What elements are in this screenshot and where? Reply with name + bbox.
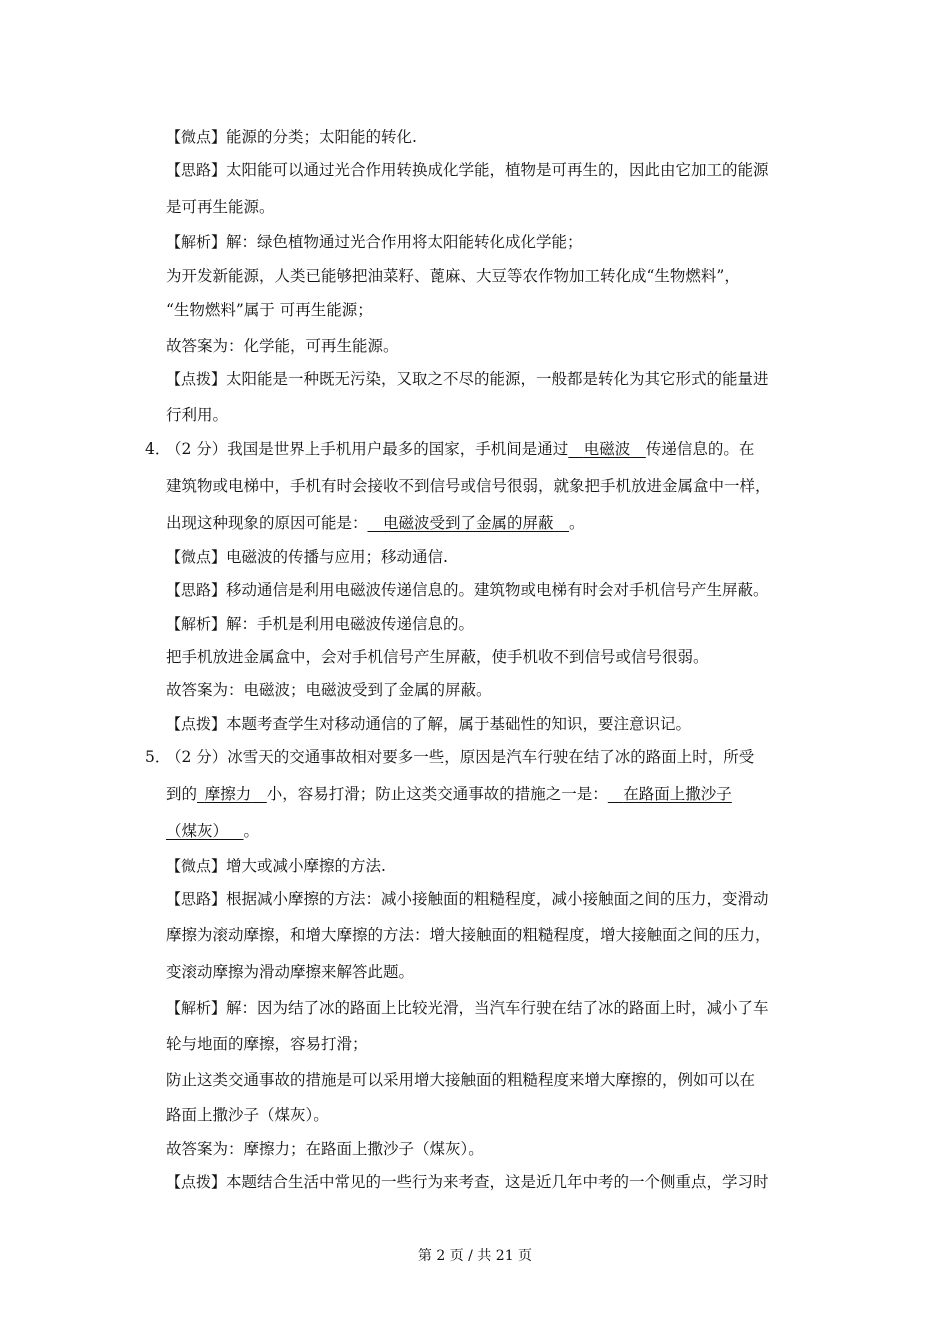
idea-text: 移动通信是利用电磁波传递信息的。建筑物或电梯有时会对手机信号产生屏蔽。 <box>226 581 769 599</box>
q5-point-line <box>166 856 386 876</box>
q3-tip-line-2: 行利用。 <box>166 406 229 424</box>
q4-stem-line-1 <box>166 439 754 459</box>
q3-point-line <box>166 127 417 147</box>
analysis-tag: 【解析】 <box>166 999 227 1017</box>
q5-idea-line-3: 变滚动摩擦为滑动摩擦来解答此题。 <box>166 963 415 981</box>
q4-stem-text: 。 <box>569 514 585 532</box>
q3-analysis-line-2: 为开发新能源，人类已能够把油菜籽、蓖麻、大豆等农作物加工转化成“生物燃料”， <box>166 267 740 285</box>
analysis-text: 解：手机是利用电磁波传递信息的。 <box>226 615 475 633</box>
q5-analysis-line-4: 路面上撒沙子（煤灰）。 <box>166 1106 329 1124</box>
q5-stem-line-3 <box>166 821 259 841</box>
point-tag: 【微点】 <box>166 128 227 146</box>
q5-stem-text: 小，容易打滑；防止这类交通事故的措施之一是： <box>266 785 608 803</box>
q4-stem-line-2: 建筑物或电梯中，手机有时会接收不到信号或信号很弱，就象把手机放进金属盒中一样， <box>166 477 771 495</box>
q4-point-line <box>166 547 448 567</box>
q4-idea-line <box>166 580 769 600</box>
q5-stem-text: 到的 <box>166 785 198 803</box>
q5-idea-line-1 <box>166 889 769 909</box>
analysis-tag: 【解析】 <box>166 233 227 251</box>
point-text: 增大或减小摩擦的方法. <box>226 857 386 875</box>
q5-analysis-line-3: 防止这类交通事故的措施是可以采用增大接触面的粗糙程度来增大摩擦的，例如可以在 <box>166 1071 756 1089</box>
tip-text: 本题结合生活中常见的一些行为来考查，这是近几年中考的一个侧重点，学习时 <box>226 1173 769 1191</box>
q4-answer-blank-2 <box>368 514 570 532</box>
q4-number: 4． <box>145 440 171 458</box>
q5-analysis-line-2: 轮与地面的摩擦，容易打滑； <box>166 1035 368 1053</box>
tip-tag: 【点拨】 <box>166 370 227 388</box>
tip-text: 本题考查学生对移动通信的了解，属于基础性的知识，要注意识记。 <box>226 715 692 733</box>
q5-analysis-line-1 <box>166 998 769 1018</box>
q5-answer-blank-2b <box>166 822 244 840</box>
q5-blank-2-text: 在路面上撒沙子 <box>623 785 732 803</box>
tip-text: 太阳能是一种既无污染，又取之不尽的能源，一般都是转化为其它形式的能量进 <box>226 370 769 388</box>
q5-stem-line-1: （2 分）冰雪天的交通事故相对要多一些，原因是汽车行驶在结了冰的路面上时，所受 <box>166 748 755 766</box>
q4-stem-text: 出现这种现象的原因可能是： <box>166 514 368 532</box>
idea-tag: 【思路】 <box>166 581 227 599</box>
q4-blank-1-text: 电磁波 <box>583 440 631 458</box>
q3-analysis-line-1 <box>166 232 583 252</box>
q5-blank-1-text: 摩擦力 <box>204 785 252 803</box>
idea-tag: 【思路】 <box>166 161 227 179</box>
q3-answer-line: 故答案为：化学能，可再生能源。 <box>166 337 399 355</box>
point-tag: 【微点】 <box>166 548 227 566</box>
q4-stem-text: （2 分）我国是世界上手机用户最多的国家，手机间是通过 <box>166 440 569 458</box>
q4-analysis-line-1 <box>166 614 474 634</box>
q3-analysis-line-3: “生物燃料”属于 可再生能源； <box>166 301 373 319</box>
q5-answer-blank-1 <box>197 785 267 803</box>
q5-stem-line-2 <box>166 784 732 804</box>
q5-answer-line: 故答案为：摩擦力；在路面上撒沙子（煤灰）。 <box>166 1140 484 1158</box>
q4-tip-line <box>166 714 691 734</box>
q5-stem-text: 。 <box>243 822 260 840</box>
point-text: 电磁波的传播与应用；移动通信. <box>226 548 448 566</box>
analysis-text: 解：因为结了冰的路面上比较光滑，当汽车行驶在结了冰的路面上时，减小了车 <box>226 999 769 1017</box>
q5-blank-2-text: （煤灰） <box>166 822 229 840</box>
page-footer: 第 2 页 / 共 21 页 <box>417 1248 533 1264</box>
q4-answer-blank-1 <box>568 440 646 458</box>
q5-answer-blank-2a <box>608 785 732 803</box>
q4-analysis-line-2: 把手机放进金属盒中，会对手机信号产生屏蔽，使手机收不到信号或信号很弱。 <box>166 648 709 666</box>
point-tag: 【微点】 <box>166 857 227 875</box>
q5-tip-line-1 <box>166 1172 769 1192</box>
analysis-text: 解：绿色植物通过光合作用将太阳能转化成化学能； <box>226 233 583 251</box>
point-text: 能源的分类；太阳能的转化. <box>226 128 417 146</box>
idea-text: 根据减小摩擦的方法：减小接触面的粗糙程度，减小接触面之间的压力，变滑动 <box>226 890 769 908</box>
idea-tag: 【思路】 <box>166 890 227 908</box>
q3-idea-line-2: 是可再生能源。 <box>166 198 275 216</box>
q4-stem-text: 传递信息的。在 <box>645 440 755 458</box>
q4-blank-2-text: 电磁波受到了金属的屏蔽 <box>383 514 554 532</box>
q4-stem-line-3 <box>166 513 585 533</box>
q5-idea-line-2: 摩擦为滚动摩擦，和增大摩擦的方法：增大接触面的粗糙程度，增大接触面之间的压力， <box>166 926 771 944</box>
tip-tag: 【点拨】 <box>166 1173 227 1191</box>
q5-number: 5． <box>145 748 171 766</box>
q3-idea-line-1 <box>166 160 769 180</box>
analysis-tag: 【解析】 <box>166 615 227 633</box>
tip-tag: 【点拨】 <box>166 715 227 733</box>
idea-text: 太阳能可以通过光合作用转换成化学能，植物是可再生的，因此由它加工的能源 <box>226 161 769 179</box>
q4-answer-line: 故答案为：电磁波；电磁波受到了金属的屏蔽。 <box>166 681 492 699</box>
q3-tip-line-1 <box>166 369 769 389</box>
